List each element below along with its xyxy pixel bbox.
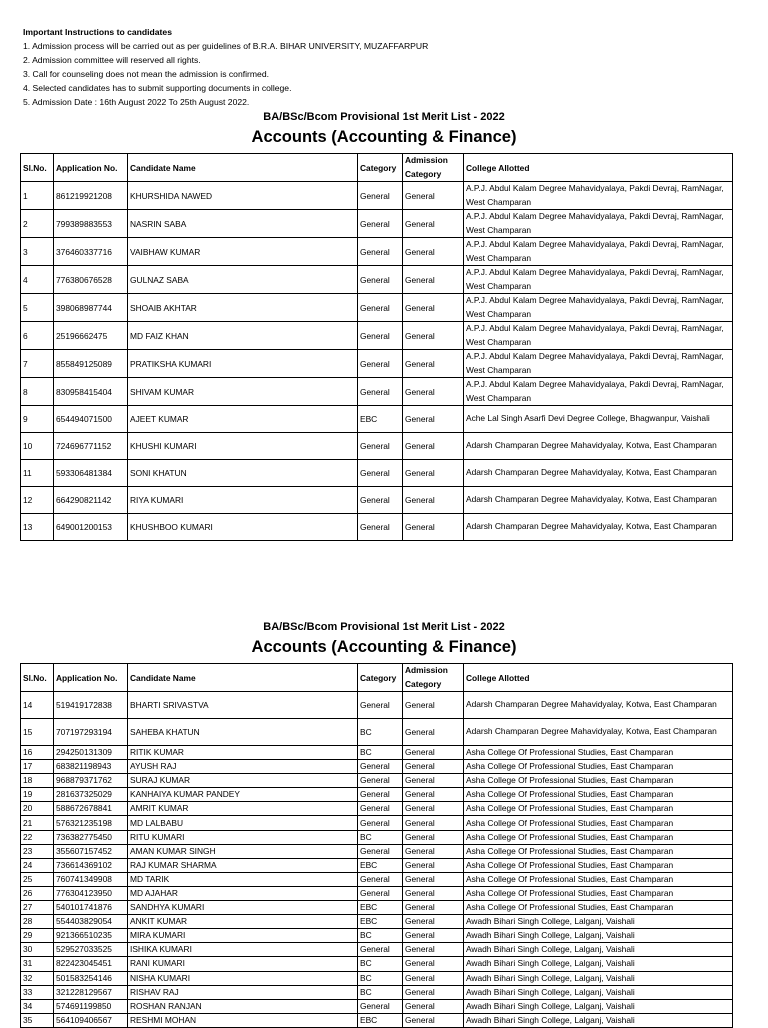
cell-admission-category: General (403, 844, 464, 858)
cell-college-allotted: A.P.J. Abdul Kalam Degree Mahavidyalaya, Pakdi Devraj, RamNagar, West Champaran (464, 266, 733, 294)
cell-candidate-name: KHUSHBOO KUMARI (128, 514, 358, 541)
cell-admission-category: General (403, 294, 464, 322)
cell-candidate-name: KANHAIYA KUMAR PANDEY (128, 788, 358, 802)
cell-sl-no: 21 (21, 816, 54, 830)
cell-sl-no: 1 (21, 182, 54, 210)
cell-sl-no: 29 (21, 929, 54, 943)
cell-category: General (358, 378, 403, 406)
table-row (21, 830, 733, 844)
cell-sl-no: 26 (21, 886, 54, 900)
cell-candidate-name: SHOAIB AKHTAR (128, 294, 358, 322)
table-row (21, 433, 733, 460)
table-row (21, 816, 733, 830)
table-row (21, 406, 733, 433)
cell-application-no: 724696771152 (54, 433, 128, 460)
table-row (21, 971, 733, 985)
cell-admission-category: General (403, 943, 464, 957)
header-admission-category: Admission Category (403, 154, 464, 182)
cell-admission-category: General (403, 774, 464, 788)
cell-admission-category: General (403, 406, 464, 433)
table-row (21, 1013, 733, 1027)
cell-category: EBC (358, 858, 403, 872)
cell-candidate-name: VAIBHAW KUMAR (128, 238, 358, 266)
cell-admission-category: General (403, 487, 464, 514)
cell-college-allotted: Awadh Bihari Singh College, Lalganj, Vaishali (464, 915, 733, 929)
cell-sl-no: 15 (21, 719, 54, 746)
cell-admission-category: General (403, 1013, 464, 1027)
cell-sl-no: 5 (21, 294, 54, 322)
cell-college-allotted: A.P.J. Abdul Kalam Degree Mahavidyalaya, Pakdi Devraj, RamNagar, West Champaran (464, 322, 733, 350)
instructions-block (23, 25, 428, 109)
cell-application-no: 25196662475 (54, 322, 128, 350)
cell-candidate-name: ANKIT KUMAR (128, 915, 358, 929)
cell-sl-no: 13 (21, 514, 54, 541)
cell-admission-category: General (403, 433, 464, 460)
header-category: Category (358, 154, 403, 182)
cell-candidate-name: MD AJAHAR (128, 886, 358, 900)
cell-admission-category: General (403, 514, 464, 541)
cell-sl-no: 3 (21, 238, 54, 266)
cell-application-no: 861219921208 (54, 182, 128, 210)
cell-sl-no: 34 (21, 999, 54, 1013)
cell-college-allotted: Awadh Bihari Singh College, Lalganj, Vaishali (464, 1013, 733, 1027)
cell-candidate-name: MIRA KUMARI (128, 929, 358, 943)
cell-category: General (358, 788, 403, 802)
cell-candidate-name: KHUSHI KUMARI (128, 433, 358, 460)
cell-application-no: 921366510235 (54, 929, 128, 943)
cell-candidate-name: NASRIN SABA (128, 210, 358, 238)
cell-candidate-name: PRATIKSHA KUMARI (128, 350, 358, 378)
table-row (21, 294, 733, 322)
table-row (21, 999, 733, 1013)
cell-application-no: 776304123950 (54, 886, 128, 900)
cell-candidate-name: RIYA KUMARI (128, 487, 358, 514)
cell-application-no: 593306481384 (54, 460, 128, 487)
table-row (21, 788, 733, 802)
cell-candidate-name: SANDHYA KUMARI (128, 901, 358, 915)
cell-college-allotted: Asha College Of Professional Studies, East Champaran (464, 816, 733, 830)
cell-college-allotted: Awadh Bihari Singh College, Lalganj, Vaishali (464, 999, 733, 1013)
cell-sl-no: 9 (21, 406, 54, 433)
cell-application-no: 501583254146 (54, 971, 128, 985)
table-row (21, 886, 733, 900)
cell-sl-no: 33 (21, 985, 54, 999)
cell-sl-no: 8 (21, 378, 54, 406)
cell-application-no: 554403829054 (54, 915, 128, 929)
cell-admission-category: General (403, 719, 464, 746)
cell-category: EBC (358, 406, 403, 433)
cell-category: EBC (358, 1013, 403, 1027)
cell-admission-category: General (403, 788, 464, 802)
cell-category: General (358, 999, 403, 1013)
cell-category: General (358, 774, 403, 788)
cell-sl-no: 20 (21, 802, 54, 816)
table-row (21, 322, 733, 350)
cell-college-allotted: Asha College Of Professional Studies, East Champaran (464, 886, 733, 900)
cell-sl-no: 2 (21, 210, 54, 238)
cell-application-no: 855849125089 (54, 350, 128, 378)
table-row (21, 985, 733, 999)
cell-admission-category: General (403, 802, 464, 816)
cell-candidate-name: RITU KUMARI (128, 830, 358, 844)
cell-category: BC (358, 719, 403, 746)
header-admission-category: Admission Category (403, 664, 464, 692)
table-row (21, 210, 733, 238)
cell-category: General (358, 692, 403, 719)
cell-candidate-name: NISHA KUMARI (128, 971, 358, 985)
merit-list-title-1: BA/BSc/Bcom Provisional 1st Merit List - 2022 (263, 111, 505, 123)
cell-application-no: 398068987744 (54, 294, 128, 322)
cell-college-allotted: Adarsh Champaran Degree Mahavidyalay, Kotwa, East Champaran (464, 692, 733, 719)
cell-candidate-name: RITIK KUMAR (128, 746, 358, 760)
cell-category: General (358, 433, 403, 460)
table-row (21, 719, 733, 746)
cell-admission-category: General (403, 915, 464, 929)
cell-admission-category: General (403, 378, 464, 406)
table-row (21, 774, 733, 788)
cell-candidate-name: AMAN KUMAR SINGH (128, 844, 358, 858)
cell-admission-category: General (403, 266, 464, 294)
cell-application-no: 574691199850 (54, 999, 128, 1013)
cell-admission-category: General (403, 999, 464, 1013)
cell-college-allotted: A.P.J. Abdul Kalam Degree Mahavidyalaya, Pakdi Devraj, RamNagar, West Champaran (464, 294, 733, 322)
cell-candidate-name: SHIVAM KUMAR (128, 378, 358, 406)
header-application-no: Application No. (54, 154, 128, 182)
cell-college-allotted: Awadh Bihari Singh College, Lalganj, Vaishali (464, 985, 733, 999)
cell-category: General (358, 238, 403, 266)
cell-candidate-name: GULNAZ SABA (128, 266, 358, 294)
cell-candidate-name: AYUSH RAJ (128, 760, 358, 774)
cell-college-allotted: A.P.J. Abdul Kalam Degree Mahavidyalaya, Pakdi Devraj, RamNagar, West Champaran (464, 350, 733, 378)
instruction-line-5: 5. Admission Date : 16th August 2022 To 25th August 2022. (23, 97, 250, 107)
table-row (21, 692, 733, 719)
cell-college-allotted: Asha College Of Professional Studies, East Champaran (464, 760, 733, 774)
cell-admission-category: General (403, 350, 464, 378)
table-row (21, 915, 733, 929)
cell-application-no: 588672678841 (54, 802, 128, 816)
cell-category: BC (358, 830, 403, 844)
cell-candidate-name: SURAJ KUMAR (128, 774, 358, 788)
cell-candidate-name: SONI KHATUN (128, 460, 358, 487)
cell-application-no: 760741349908 (54, 872, 128, 886)
cell-candidate-name: KHURSHIDA NAWED (128, 182, 358, 210)
table-row (21, 746, 733, 760)
cell-application-no: 529527033525 (54, 943, 128, 957)
cell-category: General (358, 844, 403, 858)
cell-sl-no: 23 (21, 844, 54, 858)
cell-college-allotted: Asha College Of Professional Studies, East Champaran (464, 774, 733, 788)
cell-admission-category: General (403, 872, 464, 886)
instructions-title: Important Instructions to candidates (23, 27, 172, 37)
header-category: Category (358, 664, 403, 692)
cell-category: BC (358, 929, 403, 943)
header-sl-no: Sl.No. (21, 664, 54, 692)
cell-admission-category: General (403, 816, 464, 830)
cell-sl-no: 16 (21, 746, 54, 760)
table-row (21, 802, 733, 816)
cell-application-no: 564109406567 (54, 1013, 128, 1027)
cell-college-allotted: Awadh Bihari Singh College, Lalganj, Vaishali (464, 971, 733, 985)
cell-application-no: 822423045451 (54, 957, 128, 971)
cell-admission-category: General (403, 957, 464, 971)
cell-sl-no: 28 (21, 915, 54, 929)
cell-category: General (358, 460, 403, 487)
table-row (21, 760, 733, 774)
instruction-line-3: 3. Call for counseling does not mean the admission is confirmed. (23, 69, 270, 79)
table-row (21, 378, 733, 406)
table-row (21, 929, 733, 943)
cell-college-allotted: Asha College Of Professional Studies, East Champaran (464, 844, 733, 858)
table-row (21, 872, 733, 886)
cell-application-no: 376460337716 (54, 238, 128, 266)
cell-admission-category: General (403, 830, 464, 844)
cell-sl-no: 17 (21, 760, 54, 774)
cell-admission-category: General (403, 929, 464, 943)
cell-application-no: 540101741876 (54, 901, 128, 915)
cell-sl-no: 32 (21, 971, 54, 985)
cell-category: General (358, 294, 403, 322)
cell-candidate-name: ISHIKA KUMARI (128, 943, 358, 957)
cell-category: General (358, 266, 403, 294)
table-row (21, 957, 733, 971)
cell-admission-category: General (403, 746, 464, 760)
cell-college-allotted: Adarsh Champaran Degree Mahavidyalay, Kotwa, East Champaran (464, 460, 733, 487)
cell-application-no: 683821198943 (54, 760, 128, 774)
cell-category: General (358, 514, 403, 541)
table-row (21, 266, 733, 294)
cell-admission-category: General (403, 760, 464, 774)
instruction-line-1: 1. Admission process will be carried out as per guidelines of B.R.A. BIHAR UNIVERSITY, MUZAFFARPUR (23, 41, 429, 51)
cell-category: General (358, 872, 403, 886)
cell-application-no: 968879371762 (54, 774, 128, 788)
cell-college-allotted: A.P.J. Abdul Kalam Degree Mahavidyalaya, Pakdi Devraj, RamNagar, West Champaran (464, 378, 733, 406)
cell-sl-no: 19 (21, 788, 54, 802)
cell-admission-category: General (403, 858, 464, 872)
cell-college-allotted: Asha College Of Professional Studies, East Champaran (464, 872, 733, 886)
cell-college-allotted: Asha College Of Professional Studies, East Champaran (464, 858, 733, 872)
cell-category: EBC (358, 915, 403, 929)
cell-admission-category: General (403, 460, 464, 487)
cell-candidate-name: AJEET KUMAR (128, 406, 358, 433)
cell-sl-no: 14 (21, 692, 54, 719)
cell-category: BC (358, 971, 403, 985)
cell-category: BC (358, 957, 403, 971)
cell-college-allotted: Asha College Of Professional Studies, East Champaran (464, 802, 733, 816)
table-header-row (21, 664, 733, 692)
cell-sl-no: 18 (21, 774, 54, 788)
cell-sl-no: 24 (21, 858, 54, 872)
cell-application-no: 294250131309 (54, 746, 128, 760)
cell-sl-no: 7 (21, 350, 54, 378)
cell-candidate-name: ROSHAN RANJAN (128, 999, 358, 1013)
cell-college-allotted: Adarsh Champaran Degree Mahavidyalay, Kotwa, East Champaran (464, 487, 733, 514)
cell-college-allotted: Awadh Bihari Singh College, Lalganj, Vaishali (464, 943, 733, 957)
instruction-line-4: 4. Selected candidates has to submit supporting documents in college. (23, 83, 292, 93)
cell-category: General (358, 487, 403, 514)
cell-application-no: 664290821142 (54, 487, 128, 514)
cell-category: General (358, 350, 403, 378)
cell-candidate-name: BHARTI SRIVASTVA (128, 692, 358, 719)
cell-application-no: 654494071500 (54, 406, 128, 433)
cell-sl-no: 12 (21, 487, 54, 514)
cell-sl-no: 25 (21, 872, 54, 886)
table-row (21, 514, 733, 541)
cell-application-no: 830958415404 (54, 378, 128, 406)
header-sl-no: Sl.No. (21, 154, 54, 182)
cell-category: General (358, 802, 403, 816)
cell-college-allotted: Awadh Bihari Singh College, Lalganj, Vaishali (464, 929, 733, 943)
cell-category: General (358, 760, 403, 774)
cell-college-allotted: Adarsh Champaran Degree Mahavidyalay, Kotwa, East Champaran (464, 514, 733, 541)
cell-application-no: 355607157452 (54, 844, 128, 858)
header-candidate-name: Candidate Name (128, 664, 358, 692)
cell-candidate-name: RAJ KUMAR SHARMA (128, 858, 358, 872)
merit-list-title-2: BA/BSc/Bcom Provisional 1st Merit List - 2022 (263, 621, 505, 633)
cell-admission-category: General (403, 322, 464, 350)
cell-sl-no: 27 (21, 901, 54, 915)
cell-candidate-name: RISHAV RAJ (128, 985, 358, 999)
cell-candidate-name: MD FAIZ KHAN (128, 322, 358, 350)
cell-category: General (358, 210, 403, 238)
cell-college-allotted: Asha College Of Professional Studies, East Champaran (464, 746, 733, 760)
cell-application-no: 736382775450 (54, 830, 128, 844)
subject-title-1: Accounts (Accounting & Finance) (251, 128, 517, 146)
cell-category: General (358, 886, 403, 900)
cell-college-allotted: A.P.J. Abdul Kalam Degree Mahavidyalaya, Pakdi Devraj, RamNagar, West Champaran (464, 182, 733, 210)
cell-category: General (358, 322, 403, 350)
cell-admission-category: General (403, 886, 464, 900)
cell-sl-no: 35 (21, 1013, 54, 1027)
cell-college-allotted: Awadh Bihari Singh College, Lalganj, Vaishali (464, 957, 733, 971)
merit-table-2 (20, 663, 733, 1028)
cell-category: General (358, 182, 403, 210)
cell-college-allotted: Asha College Of Professional Studies, East Champaran (464, 788, 733, 802)
table-row (21, 858, 733, 872)
cell-college-allotted: Ache Lal Singh Asarfi Devi Degree College, Bhagwanpur, Vaishali (464, 406, 733, 433)
cell-application-no: 707197293194 (54, 719, 128, 746)
table-row (21, 238, 733, 266)
table-row (21, 844, 733, 858)
cell-category: General (358, 943, 403, 957)
table-row (21, 901, 733, 915)
table-row (21, 460, 733, 487)
table-row (21, 487, 733, 514)
cell-college-allotted: Adarsh Champaran Degree Mahavidyalay, Kotwa, East Champaran (464, 719, 733, 746)
table-row (21, 182, 733, 210)
cell-sl-no: 10 (21, 433, 54, 460)
cell-college-allotted: Adarsh Champaran Degree Mahavidyalay, Kotwa, East Champaran (464, 433, 733, 460)
cell-application-no: 281637325029 (54, 788, 128, 802)
table-row (21, 943, 733, 957)
header-college-allotted: College Allotted (464, 154, 733, 182)
cell-sl-no: 11 (21, 460, 54, 487)
cell-application-no: 799389883553 (54, 210, 128, 238)
header-college-allotted: College Allotted (464, 664, 733, 692)
cell-admission-category: General (403, 210, 464, 238)
cell-application-no: 649001200153 (54, 514, 128, 541)
cell-sl-no: 31 (21, 957, 54, 971)
cell-admission-category: General (403, 971, 464, 985)
cell-application-no: 736614369102 (54, 858, 128, 872)
cell-candidate-name: RESHMI MOHAN (128, 1013, 358, 1027)
cell-application-no: 321228129567 (54, 985, 128, 999)
cell-category: EBC (358, 901, 403, 915)
cell-candidate-name: RANI KUMARI (128, 957, 358, 971)
subject-title-2: Accounts (Accounting & Finance) (251, 638, 517, 656)
cell-admission-category: General (403, 901, 464, 915)
cell-admission-category: General (403, 692, 464, 719)
cell-candidate-name: AMRIT KUMAR (128, 802, 358, 816)
cell-candidate-name: MD TARIK (128, 872, 358, 886)
cell-college-allotted: A.P.J. Abdul Kalam Degree Mahavidyalaya, Pakdi Devraj, RamNagar, West Champaran (464, 210, 733, 238)
cell-application-no: 519419172838 (54, 692, 128, 719)
cell-sl-no: 22 (21, 830, 54, 844)
cell-sl-no: 30 (21, 943, 54, 957)
table-row (21, 350, 733, 378)
cell-college-allotted: Asha College Of Professional Studies, East Champaran (464, 830, 733, 844)
cell-category: BC (358, 746, 403, 760)
cell-category: General (358, 816, 403, 830)
cell-college-allotted: Asha College Of Professional Studies, East Champaran (464, 901, 733, 915)
cell-college-allotted: A.P.J. Abdul Kalam Degree Mahavidyalaya, Pakdi Devraj, RamNagar, West Champaran (464, 238, 733, 266)
instruction-line-2: 2. Admission committee will reserved all rights. (23, 55, 201, 65)
cell-candidate-name: SAHEBA KHATUN (128, 719, 358, 746)
cell-admission-category: General (403, 182, 464, 210)
merit-table-1 (20, 153, 733, 541)
table-header-row (21, 154, 733, 182)
cell-sl-no: 4 (21, 266, 54, 294)
cell-application-no: 776380676528 (54, 266, 128, 294)
cell-category: BC (358, 985, 403, 999)
cell-admission-category: General (403, 985, 464, 999)
cell-admission-category: General (403, 238, 464, 266)
header-candidate-name: Candidate Name (128, 154, 358, 182)
cell-sl-no: 6 (21, 322, 54, 350)
cell-application-no: 576321235198 (54, 816, 128, 830)
cell-candidate-name: MD LALBABU (128, 816, 358, 830)
header-application-no: Application No. (54, 664, 128, 692)
